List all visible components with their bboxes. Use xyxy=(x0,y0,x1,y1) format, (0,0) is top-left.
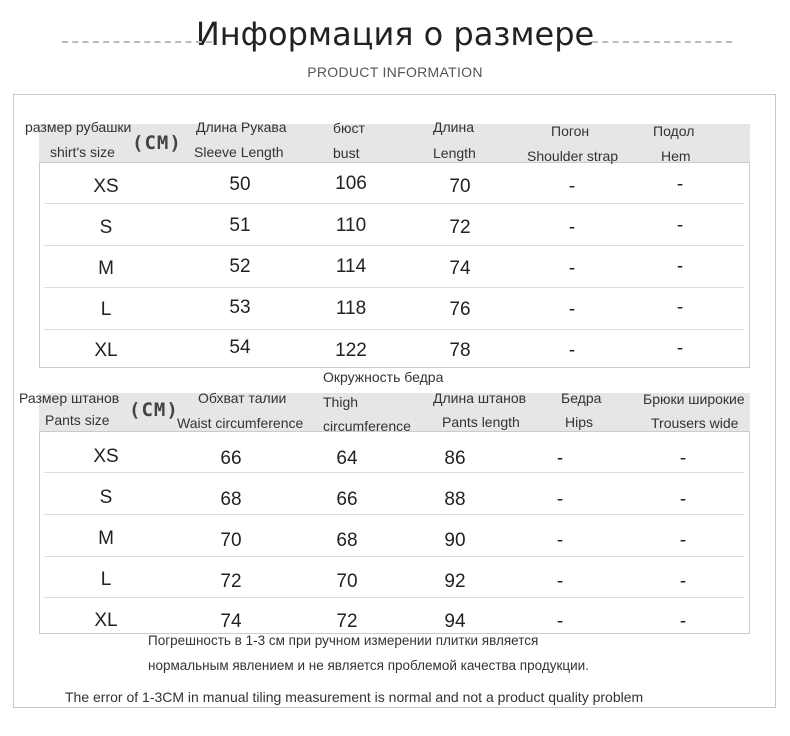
shirt-cell-hem: - xyxy=(676,297,684,318)
pants-cell-hips: - xyxy=(556,611,564,632)
shirt-header-hem-en: Hem xyxy=(661,148,691,164)
shirt-cell-length: 78 xyxy=(449,340,471,361)
pants-header-thigh-ru: Окружность бедра xyxy=(323,369,444,385)
shirt-row-divider xyxy=(44,287,744,288)
shirt-cell-hem: - xyxy=(676,215,684,236)
pants-cell-length: 92 xyxy=(444,571,466,592)
title-decoration-left xyxy=(62,41,212,43)
pants-header-hips-en: Hips xyxy=(565,414,594,430)
pants-header-thigh-en2: circumference xyxy=(323,418,411,434)
pants-cell-hips: - xyxy=(556,530,564,551)
pants-header-size-en: Pants size xyxy=(45,412,110,428)
pants-cell-wide: - xyxy=(679,571,687,592)
shirt-unit-label: (CM) xyxy=(132,132,182,154)
shirt-cell-shoulder: - xyxy=(568,299,576,320)
note-ru-line2: нормальным явлением и не является проблемой качества продукции. xyxy=(148,658,589,673)
note-en: The error of 1-3CM in manual tiling measurement is normal and not a product quality problem xyxy=(65,689,644,705)
shirt-cell-shoulder: - xyxy=(568,217,576,238)
pants-header-wide-ru: Брюки широкие xyxy=(643,391,745,407)
pants-cell-thigh: 68 xyxy=(336,530,358,551)
shirt-header-size-ru: размер рубашки xyxy=(25,119,132,135)
shirt-header-size-en: shirt's size xyxy=(50,144,115,160)
shirt-cell-length: 70 xyxy=(449,176,471,197)
shirt-cell-length: 74 xyxy=(449,258,471,279)
shirt-cell-hem: - xyxy=(676,256,684,277)
pants-cell-hips: - xyxy=(556,448,564,469)
pants-cell-length: 88 xyxy=(444,489,466,510)
pants-header-size-ru: Размер штанов xyxy=(19,390,120,406)
pants-cell-wide: - xyxy=(679,530,687,551)
shirt-cell-length: 72 xyxy=(449,217,471,238)
shirt-cell-size: M xyxy=(98,258,114,279)
pants-cell-waist: 70 xyxy=(220,530,242,551)
shirt-table-body xyxy=(39,162,750,368)
pants-row-divider xyxy=(44,472,744,473)
pants-cell-size: XS xyxy=(93,446,119,467)
pants-header-waist-ru: Обхват талии xyxy=(198,390,287,406)
shirt-header-length-ru: Длина xyxy=(433,119,474,135)
shirt-cell-sleeve: 53 xyxy=(229,297,251,318)
pants-cell-thigh: 66 xyxy=(336,489,358,510)
pants-header-length-ru: Длина штанов xyxy=(433,390,527,406)
shirt-cell-length: 76 xyxy=(449,299,471,320)
shirt-header-sleeve-ru: Длина Рукава xyxy=(196,119,287,135)
shirt-header-hem-ru: Подол xyxy=(653,123,695,139)
pants-cell-waist: 66 xyxy=(220,448,242,469)
pants-cell-wide: - xyxy=(679,611,687,632)
pants-cell-wide: - xyxy=(679,489,687,510)
pants-cell-size: M xyxy=(98,528,114,549)
page-title: Информация о размере xyxy=(195,15,595,53)
shirt-cell-size: XL xyxy=(94,340,118,361)
shirt-cell-size: L xyxy=(100,299,112,320)
pants-cell-waist: 74 xyxy=(220,611,242,632)
shirt-cell-bust: 122 xyxy=(335,340,367,361)
pants-cell-wide: - xyxy=(679,448,687,469)
shirt-cell-bust: 114 xyxy=(335,256,367,277)
shirt-header-length-en: Length xyxy=(433,145,476,161)
shirt-cell-bust: 110 xyxy=(335,215,367,236)
shirt-cell-bust: 118 xyxy=(335,298,367,319)
pants-cell-thigh: 70 xyxy=(336,571,358,592)
pants-header-length-en: Pants length xyxy=(442,414,520,430)
pants-cell-size: XL xyxy=(94,610,118,631)
shirt-cell-sleeve: 54 xyxy=(229,337,251,358)
pants-cell-thigh: 64 xyxy=(336,448,358,469)
pants-cell-size: L xyxy=(100,569,112,590)
shirt-cell-sleeve: 50 xyxy=(229,174,251,195)
pants-row-divider xyxy=(44,597,744,598)
shirt-header-shoulder-en: Shoulder strap xyxy=(527,148,619,164)
shirt-row-divider xyxy=(44,245,744,246)
pants-cell-hips: - xyxy=(556,571,564,592)
pants-row-divider xyxy=(44,556,744,557)
pants-header-thigh-en: Thigh xyxy=(323,394,359,410)
title-decoration-right xyxy=(592,41,732,43)
shirt-cell-hem: - xyxy=(676,338,684,359)
pants-unit-label: (CM) xyxy=(129,399,179,421)
shirt-header-sleeve-en: Sleeve Length xyxy=(194,144,284,160)
shirt-cell-shoulder: - xyxy=(568,340,576,361)
shirt-cell-sleeve: 52 xyxy=(229,256,251,277)
shirt-cell-size: S xyxy=(99,217,113,238)
shirt-row-divider xyxy=(44,203,744,204)
pants-cell-length: 86 xyxy=(444,448,466,469)
pants-cell-thigh: 72 xyxy=(336,611,358,632)
pants-header-wide-en: Trousers wide xyxy=(651,415,739,431)
shirt-row-divider xyxy=(44,329,744,330)
pants-cell-waist: 72 xyxy=(220,571,242,592)
pants-cell-length: 90 xyxy=(444,530,466,551)
shirt-cell-size: XS xyxy=(93,176,119,197)
page-subtitle: PRODUCT INFORMATION xyxy=(307,64,483,80)
pants-cell-length: 94 xyxy=(444,611,466,632)
pants-cell-size: S xyxy=(99,487,113,508)
shirt-cell-bust: 106 xyxy=(335,173,367,194)
shirt-header-shoulder-ru: Погон xyxy=(551,123,590,139)
pants-cell-hips: - xyxy=(556,489,564,510)
shirt-cell-shoulder: - xyxy=(568,176,576,197)
shirt-cell-shoulder: - xyxy=(568,258,576,279)
pants-cell-waist: 68 xyxy=(220,489,242,510)
pants-table-body xyxy=(39,431,750,634)
note-ru-line1: Погрешность в 1-3 см при ручном измерении плитки является xyxy=(148,633,539,648)
pants-header-waist-en: Waist circumference xyxy=(177,415,304,431)
pants-header-hips-ru: Бедра xyxy=(561,390,602,406)
pants-row-divider xyxy=(44,514,744,515)
shirt-header-bust-ru: бюст xyxy=(333,120,365,136)
shirt-cell-hem: - xyxy=(676,174,684,195)
shirt-header-bust-en: bust xyxy=(333,145,360,161)
shirt-cell-sleeve: 51 xyxy=(229,215,251,236)
